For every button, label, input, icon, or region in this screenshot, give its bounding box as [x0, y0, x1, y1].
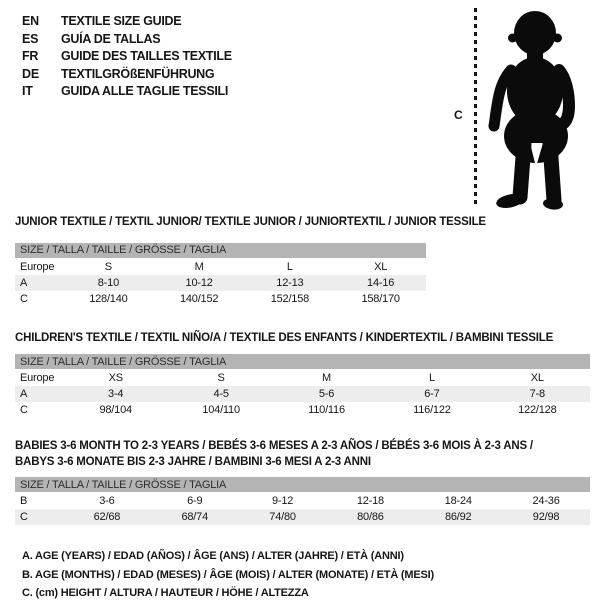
size-header-label: SIZE / TALLA / TAILLE / GRÖSSE / TAGLIA — [20, 355, 227, 368]
size-cell: M — [194, 260, 204, 273]
language-title: TEXTILE SIZE GUIDE — [61, 14, 182, 28]
table-title — [15, 331, 590, 347]
size-cell: 12-18 — [356, 495, 384, 507]
language-title: GUIDE DES TAILLES TEXTILE — [61, 49, 232, 63]
size-cell: 158/170 — [361, 292, 400, 305]
language-code: FR — [22, 49, 39, 63]
size-cell: L — [428, 372, 435, 384]
size-cell: 122/128 — [518, 404, 557, 416]
size-header-label: SIZE / TALLA / TAILLE / GRÖSSE / TAGLIA — [20, 244, 227, 256]
size-cell: 10-12 — [185, 276, 213, 289]
size-cell: 116/122 — [413, 404, 451, 416]
height-measure-line — [474, 8, 477, 208]
sizes-table — [15, 370, 590, 418]
size-cell: 7-8 — [529, 388, 545, 400]
size-cell: 152/158 — [270, 292, 310, 305]
language-row — [22, 83, 232, 101]
size-cell: 12-13 — [276, 276, 304, 289]
size-cell: 24-36 — [532, 495, 560, 507]
page-header — [15, 0, 590, 210]
size-cell: 68/74 — [181, 511, 208, 523]
size-cell: XS — [108, 372, 123, 384]
size-cell: L — [286, 260, 293, 273]
table-row — [15, 509, 590, 525]
size-cell: 3-6 — [99, 495, 115, 507]
size-cell: 3-4 — [108, 388, 124, 400]
footnote-line: B. AGE (MONTHS) / EDAD (MESES) / ÂGE (MOIS) / ALTER (MONATE) / ETÀ (MESI) — [22, 568, 434, 581]
size-cell: 6-7 — [424, 388, 440, 400]
language-row — [22, 48, 232, 66]
size-cell: S — [217, 372, 225, 384]
sizes-table — [15, 259, 426, 307]
size-cell: 80/86 — [357, 511, 384, 523]
size-cell: 128/140 — [89, 292, 128, 305]
size-header-label: SIZE / TALLA / TAILLE / GRÖSSE / TAGLIA — [20, 478, 227, 491]
table-title — [15, 215, 590, 231]
size-cell: 18-24 — [444, 495, 472, 507]
size-header-bar — [15, 243, 426, 258]
language-title: GUÍA DE TALLAS — [61, 31, 161, 46]
size-tables — [15, 215, 590, 525]
row-label: A — [20, 388, 28, 400]
table-row — [15, 259, 426, 275]
size-cell: 5-6 — [318, 388, 335, 400]
size-cell: 92/98 — [532, 511, 560, 523]
size-cell: 4-5 — [213, 388, 229, 400]
footnotes — [15, 547, 590, 600]
size-cell: 110/116 — [308, 404, 345, 416]
size-cell: XL — [530, 372, 544, 384]
row-label: Europe — [20, 372, 55, 384]
table-row — [15, 402, 590, 418]
row-label: B — [20, 495, 28, 507]
size-cell: 74/80 — [269, 511, 296, 523]
size-cell: 6-9 — [187, 495, 203, 507]
row-label: C — [20, 511, 28, 523]
language-title: GUIDA ALLE TAGLIE TESSILI — [61, 84, 229, 98]
footnote-line: C. (cm) HEIGHT / ALTURA / HAUTEUR / HÖHE / ALTEZZA — [22, 587, 309, 599]
table-row — [15, 386, 590, 402]
language-code: ES — [22, 31, 39, 46]
table-title-line: BABYS 3-6 MONATE BIS 2-3 JAHRE / BAMBINI 3-6 MESI A 2-3 ANNI — [15, 455, 371, 468]
size-table-section-3 — [15, 439, 590, 525]
table-row — [15, 493, 590, 509]
table-title-line: CHILDREN'S TEXTILE / TEXTIL NIÑO/A / TEXTILE DES ENFANTS / KINDERTEXTIL / BAMBINI TESSILE — [15, 331, 554, 344]
language-code: EN — [22, 14, 39, 28]
language-code: DE — [22, 66, 39, 81]
size-cell: 62/68 — [93, 511, 121, 523]
language-row — [22, 66, 232, 84]
table-row — [15, 291, 426, 307]
size-cell: 104/110 — [202, 404, 240, 416]
table-title — [15, 439, 590, 470]
table-title-line: JUNIOR TEXTILE / TEXTIL JUNIOR/ TEXTILE JUNIOR / JUNIORTEXTIL / JUNIOR TESSILE — [15, 216, 486, 228]
row-label: A — [20, 276, 28, 289]
size-cell: S — [104, 260, 112, 273]
language-title: TEXTILGRÖßENFÜHRUNG — [61, 66, 215, 81]
table-title-line: BABIES 3-6 MONTH TO 2-3 YEARS / BEBÉS 3-6 MESES A 2-3 AÑOS / BÉBÉS 3-6 MOIS À 2-3 ANS / — [15, 440, 533, 452]
table-row — [15, 370, 590, 386]
row-label: C — [20, 404, 28, 416]
row-label: Europe — [20, 260, 55, 273]
size-cell: 98/104 — [99, 404, 132, 416]
size-cell: 8-10 — [97, 276, 119, 289]
footnote-line: A. AGE (YEARS) / EDAD (AÑOS) / ÂGE (ANS) / ALTER (JAHRE) / ETÀ (ANNI) — [22, 550, 404, 562]
language-list — [15, 0, 232, 210]
size-cell: 9-12 — [271, 495, 294, 507]
size-header-bar — [15, 477, 590, 492]
language-code: IT — [22, 84, 33, 98]
size-cell: 14-16 — [367, 276, 395, 289]
size-cell: 140/152 — [179, 292, 219, 305]
size-cell: M — [322, 372, 331, 384]
language-row — [22, 13, 232, 31]
row-label: C — [20, 292, 28, 305]
language-row — [22, 31, 232, 49]
table-row — [15, 275, 426, 291]
size-table-section-2 — [15, 331, 590, 419]
height-measure-label: C — [454, 108, 463, 122]
sizes-table — [15, 493, 590, 525]
toddler-silhouette-icon — [486, 8, 578, 210]
size-table-section-1 — [15, 215, 590, 307]
size-header-bar — [15, 354, 590, 369]
height-figure — [454, 8, 578, 210]
size-cell: 86/92 — [444, 511, 472, 523]
size-cell: XL — [374, 260, 388, 273]
